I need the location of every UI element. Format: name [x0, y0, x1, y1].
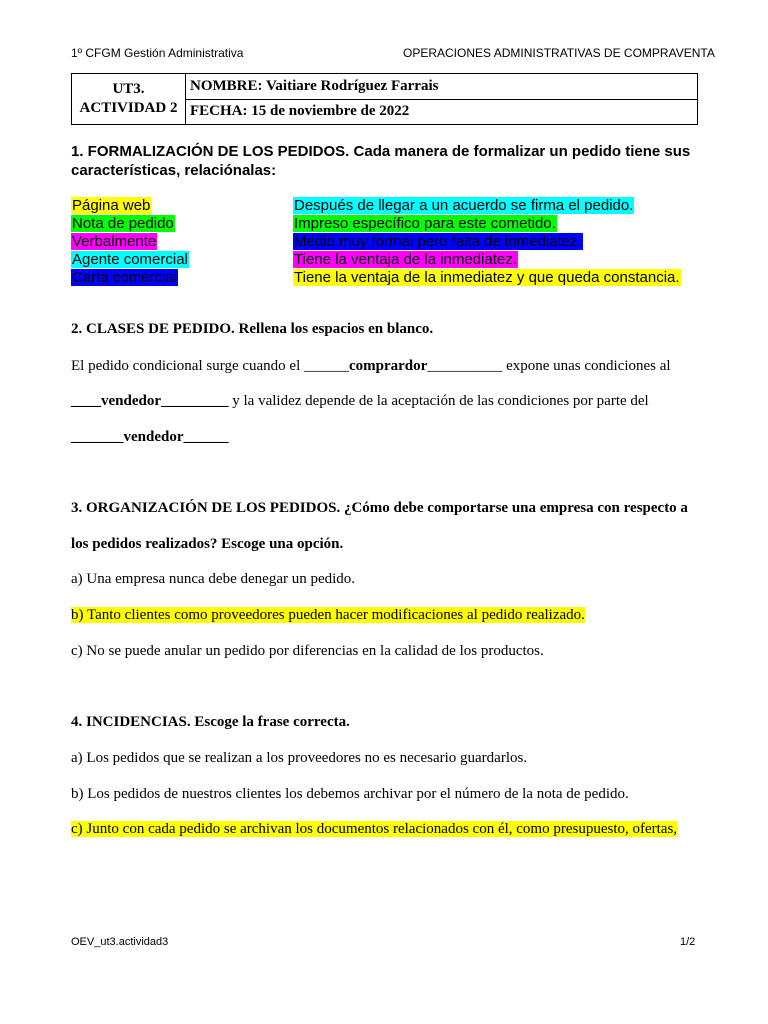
- section1-title-line2: características, relaciónalas:: [71, 162, 277, 179]
- date-cell: FECHA: 15 de noviembre de 2022: [186, 99, 698, 125]
- section2-line1-text: __________ expone unas condiciones al: [427, 358, 671, 374]
- section4-option-a: a) Los pedidos que se realizan a los proveedores no es necesario guardarlos.: [71, 750, 528, 766]
- left-item: [71, 269, 178, 287]
- left-item: [71, 233, 157, 251]
- section3-title-line1: 3. ORGANIZACIÓN DE LOS PEDIDOS. ¿Cómo debe comportarse una empresa con respecto a: [71, 500, 688, 516]
- section2-line2: [71, 393, 649, 410]
- answer-vendedor-2: _______vendedor______: [71, 429, 229, 445]
- left-item-text: Carta comercial: [72, 269, 178, 286]
- right-item-text: Tiene la ventaja de la inmediatez.: [294, 251, 517, 268]
- right-item-text: Tiene la ventaja de la inmediatez y que queda constancia.: [294, 269, 680, 286]
- header-module: OPERACIONES ADMINISTRATIVAS DE COMPRAVENTA: [403, 46, 715, 60]
- left-item-text: Nota de pedido: [72, 215, 174, 232]
- section2-line1: [71, 358, 671, 375]
- right-item: [293, 233, 583, 251]
- section2-line1-text: El pedido condicional surge cuando el ______: [71, 358, 349, 374]
- right-item: [293, 269, 681, 287]
- section3-option-b-text: b) Tanto clientes como proveedores pueden hacer modificaciones al pedido realizado.: [71, 607, 585, 623]
- header-course: 1º CFGM Gestión Administrativa: [71, 46, 244, 60]
- section4-title: 4. INCIDENCIAS. Escoge la frase correcta.: [71, 714, 350, 730]
- unit-label: UT3.: [112, 81, 145, 97]
- section3-option-c: c) No se puede anular un pedido por diferencias en la calidad de los productos.: [71, 643, 544, 659]
- section3-title-line2: los pedidos realizados? Escoge una opción.: [71, 536, 344, 552]
- section1-title-line1: 1. FORMALIZACIÓN DE LOS PEDIDOS. Cada manera de formalizar un pedido tiene sus: [71, 143, 691, 160]
- footer-page-number: 1/2: [680, 936, 696, 948]
- section2-line2-text: y la validez depende de la aceptación de las condiciones por parte del: [228, 393, 649, 409]
- left-item: [71, 251, 189, 269]
- section1-title: [71, 142, 690, 180]
- right-item: [293, 197, 634, 215]
- answer-vendedor: ____vendedor_________: [71, 393, 229, 409]
- left-item: [71, 197, 151, 215]
- right-item-text: Después de llegar a un acuerdo se firma el pedido.: [294, 197, 634, 214]
- answer-comprador: comprardor: [349, 358, 428, 374]
- section4-option-c-text: c) Junto con cada pedido se archivan los documentos relacionados con él, como presupuesto, ofertas,: [71, 821, 678, 837]
- left-item: [71, 215, 175, 233]
- footer-filename: OEV_ut3.actividad3: [71, 936, 169, 948]
- left-item-text: Página web: [72, 197, 151, 214]
- section3-option-b: [71, 607, 585, 624]
- right-item-text: Medio muy formal pero falta de inmediatez.: [294, 233, 582, 250]
- unit-cell: [72, 74, 186, 125]
- info-table: [71, 73, 698, 125]
- section3-option-a: a) Una empresa nunca debe denegar un pedido.: [71, 571, 356, 587]
- section2-title: 2. CLASES DE PEDIDO. Rellena los espacios en blanco.: [71, 321, 434, 337]
- section4-option-c: [71, 821, 677, 838]
- name-cell: NOMBRE: Vaitiare Rodríguez Farrais: [186, 74, 698, 100]
- right-item: [293, 215, 557, 233]
- activity-label: ACTIVIDAD 2: [79, 100, 178, 116]
- left-item-text: Verbalmente: [72, 233, 157, 250]
- right-item-text: Impreso específico para este cometido.: [294, 215, 556, 232]
- right-item: [293, 251, 518, 269]
- left-item-text: Agente comercial: [72, 251, 188, 268]
- section4-option-b: b) Los pedidos de nuestros clientes los debemos archivar por el número de la nota de pedido.: [71, 786, 629, 802]
